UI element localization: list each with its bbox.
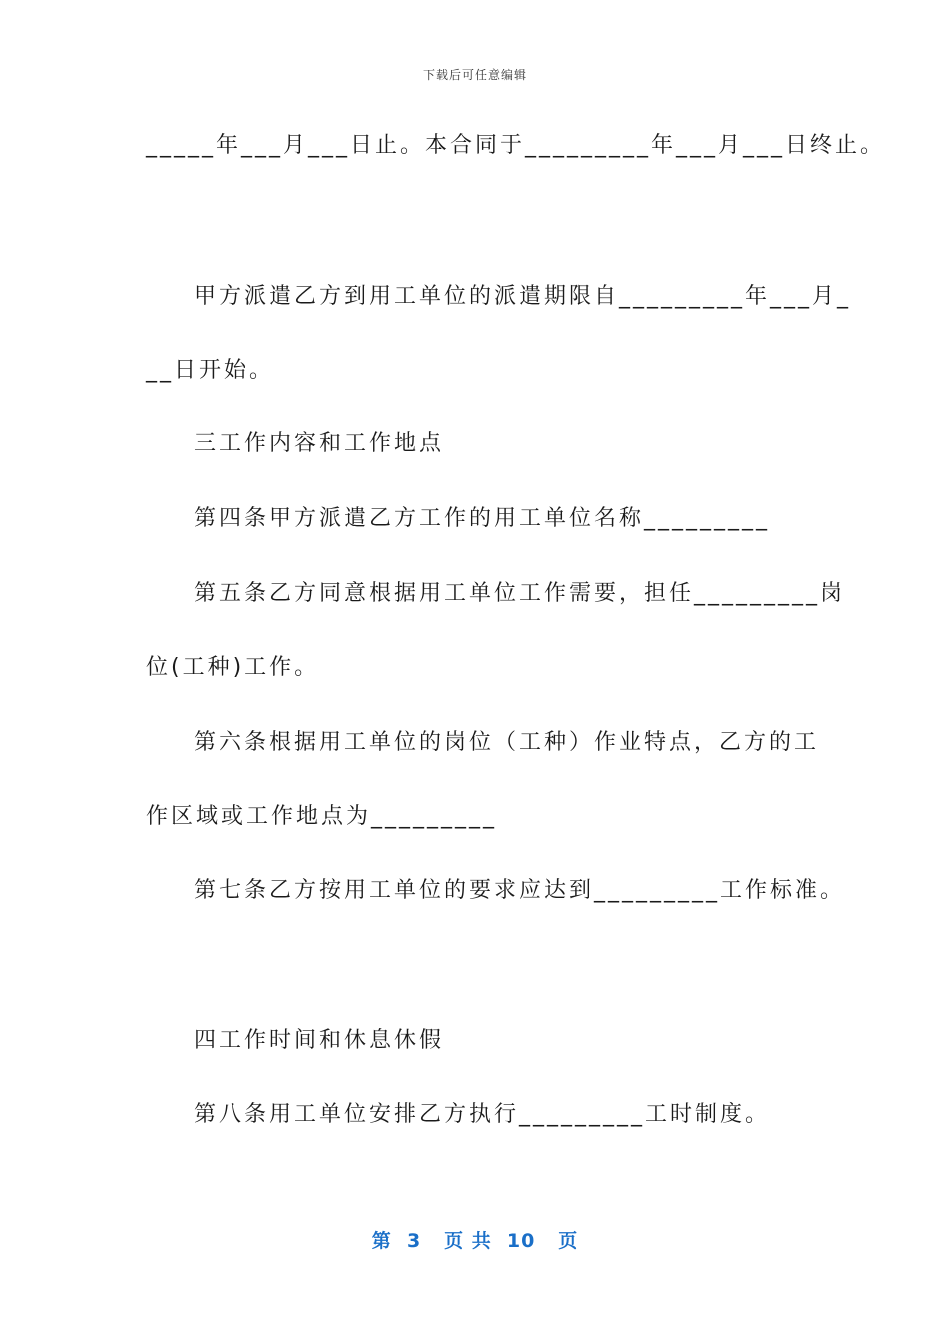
- article-6-line-2: 作区域或工作地点为_________: [146, 804, 498, 829]
- article-6-line-1: 第六条根据用工单位的岗位（工种）作业特点，乙方的工: [194, 730, 820, 755]
- article-8: 第八条用工单位安排乙方执行_________工时制度。: [194, 1102, 771, 1127]
- article-7: 第七条乙方按用工单位的要求应达到_________工作标准。: [194, 878, 846, 903]
- section-heading-work-content: 三工作内容和工作地点: [194, 431, 445, 456]
- contract-line-dispatch-start: __日开始。: [146, 358, 275, 383]
- contract-line-term-end: _____年___月___日止。本合同于_________年___月___日终止。: [146, 133, 886, 158]
- contract-line-dispatch-period: 甲方派遣乙方到用工单位的派遣期限自_________年___月_: [194, 284, 852, 309]
- article-4: 第四条甲方派遣乙方工作的用工单位名称_________: [194, 506, 771, 531]
- page-header: 下载后可任意编辑: [422, 68, 527, 82]
- page-number-footer: 第 3 页 共 10 页: [371, 1230, 579, 1252]
- section-heading-work-time: 四工作时间和休息休假: [194, 1028, 445, 1053]
- article-5-line-1: 第五条乙方同意根据用工单位工作需要，担任_________岗: [194, 581, 846, 606]
- article-5-line-2: 位(工种)工作。: [146, 655, 320, 680]
